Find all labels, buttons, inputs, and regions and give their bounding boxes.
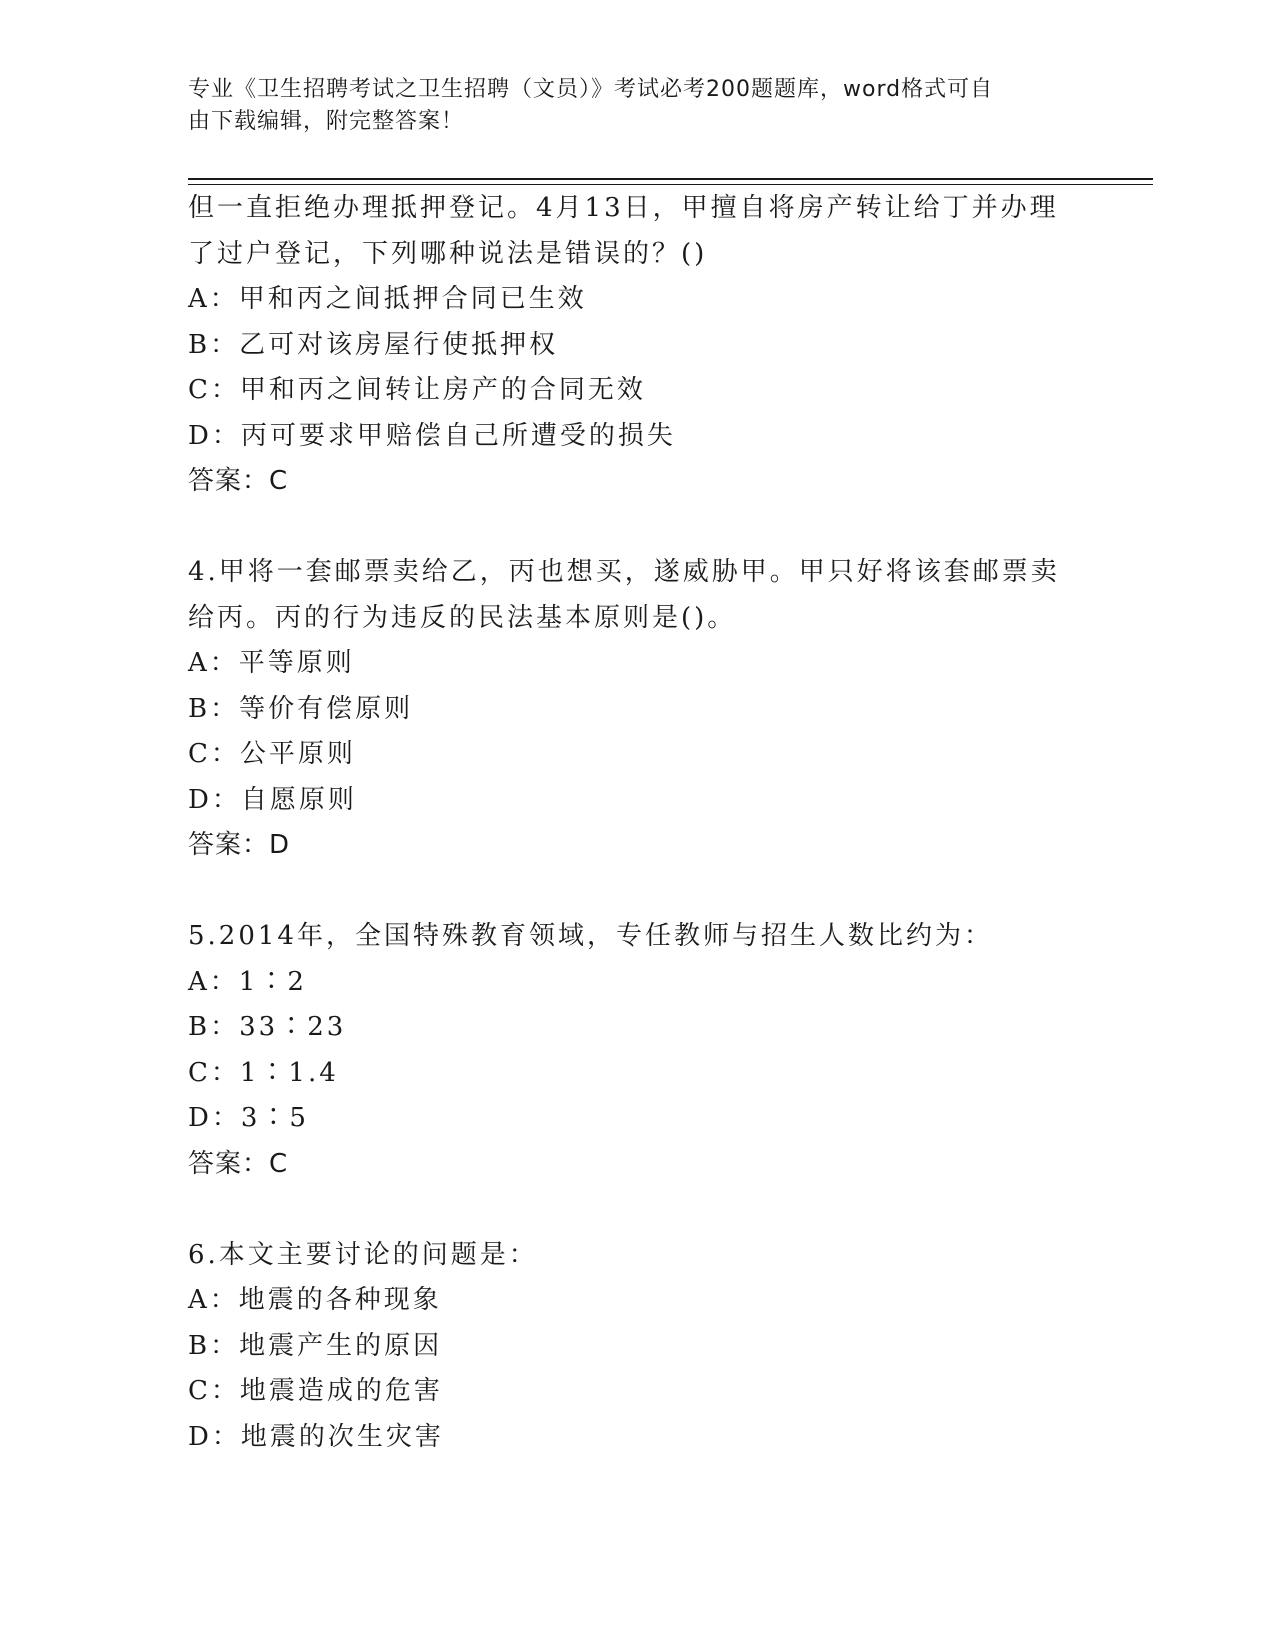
header-divider-thick — [188, 178, 1153, 180]
option-b: B：乙可对该房屋行使抵押权 — [188, 329, 559, 360]
question-4 — [188, 550, 1088, 869]
question-text-line: 5.2014年，全国特殊教育领域，专任教师与招生人数比约为： — [188, 921, 993, 951]
header-line-1: 专业《卫生招聘考试之卫生招聘（文员）》考试必考200题题库，word格式可自 — [188, 77, 994, 102]
question-text-line: 了过户登记，下列哪种说法是错误的？() — [188, 238, 708, 269]
option-c: C：地震造成的危害 — [188, 1376, 443, 1406]
option-b: B：等价有偿原则 — [188, 693, 414, 724]
header-line-2: 由下载编辑，附完整答案！ — [188, 109, 465, 134]
answer-line: 答案：C — [188, 466, 289, 496]
option-a: A：甲和丙之间抵押合同已生效 — [188, 284, 587, 314]
option-c: C：甲和丙之间转让房产的合同无效 — [188, 375, 646, 405]
spacer — [188, 869, 1088, 915]
question-text-line: 4.甲将一套邮票卖给乙，丙也想买，遂威胁甲。甲只好将该套邮票卖 — [188, 557, 1060, 587]
option-a: A：地震的各种现象 — [188, 1285, 442, 1315]
option-d: D：3∶5 — [188, 1103, 309, 1133]
question-text-line: 但一直拒绝办理抵押登记。4月13日，甲擅自将房产转让给丁并办理 — [188, 193, 1059, 223]
answer-line: 答案：C — [188, 1148, 289, 1179]
option-b: B：地震产生的原因 — [188, 1330, 443, 1361]
question-3 — [188, 186, 1088, 505]
header-divider-thin — [188, 184, 1153, 185]
option-d: D：丙可要求甲赔偿自己所遭受的损失 — [188, 420, 676, 451]
option-d: D：自愿原则 — [188, 784, 357, 815]
question-5 — [188, 914, 1088, 1187]
spacer — [188, 1187, 1088, 1233]
option-c: C：公平原则 — [188, 739, 356, 769]
option-d: D：地震的次生灾害 — [188, 1421, 444, 1452]
option-c: C：1∶1.4 — [188, 1057, 339, 1088]
question-6 — [188, 1233, 1088, 1461]
option-b: B：33∶23 — [188, 1012, 347, 1042]
option-a: A：1∶2 — [188, 966, 307, 997]
question-text-line: 6.本文主要讨论的问题是： — [188, 1239, 538, 1270]
question-text-line: 给丙。丙的行为违反的民法基本原则是()。 — [188, 602, 737, 633]
spacer — [188, 505, 1088, 551]
document-header — [188, 74, 1088, 138]
question-list — [188, 186, 1088, 1460]
option-a: A：平等原则 — [188, 648, 355, 678]
answer-line: 答案：D — [188, 830, 291, 860]
